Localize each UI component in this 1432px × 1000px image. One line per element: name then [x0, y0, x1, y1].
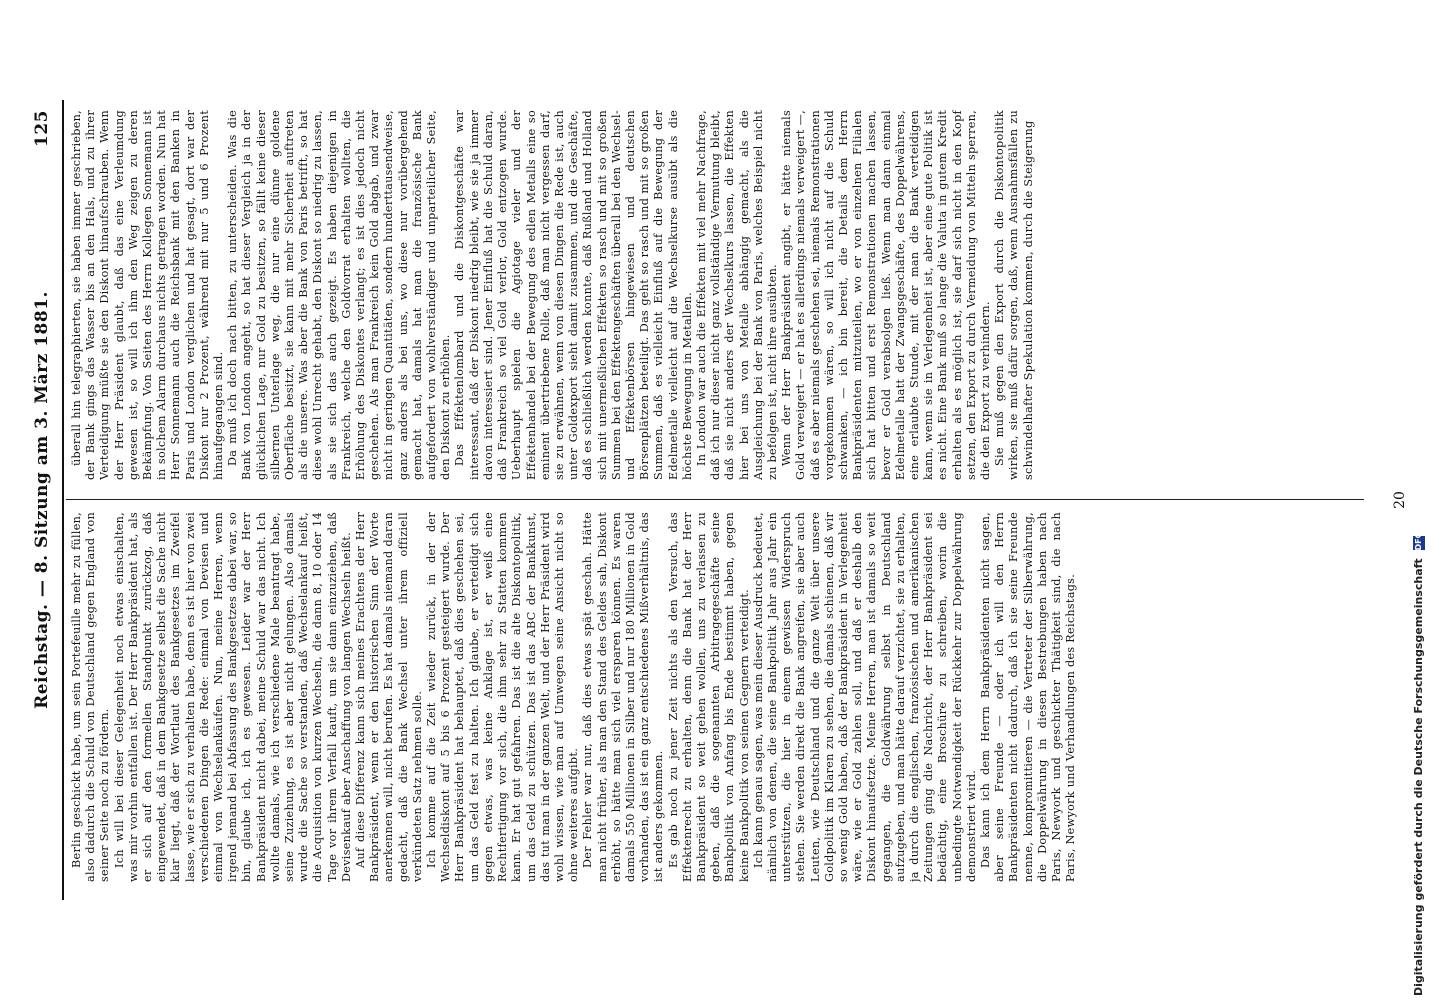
footer-number: 20 [1392, 491, 1408, 509]
paragraph: Ich will bei dieser Gelegenheit noch etwas einschalten, was mir vorhin entfallen ist. Der Herr Bankpräsident hat, als er sich auf den formellen Standpunkt zurückzog, daß eingewendet, daß in dem Bankgesetze selbst die Sache nicht klar liegt, daß der Wortlaut des Bankgesetzes im Zweifel lasse, wie er sich zu verhalten habe, denn es ist hier von zwei verschiedenen Dingen die Rede: einmal von Devisen und einmal von Wechselankäufen. Nun, meine Herren, wenn irgend jemand bei Abfassung des Bankgesetzes dabei war, so bin, glaube ich, ich es gewesen. Leider war der Herr Bankpräsident nicht dabei, meine Schuld war das nicht. Ich wollte damals, wie ich verschiedene Male beantragt habe, seine Zuziehung, es ist aber nicht gelungen. Also damals wurde die Sache so verstanden, daß Wechselankauf heißt, die Acquisition von kurzen Wechseln, die dann 8, 10 oder 14 Tage vor ihrem Verfall kauft, um sie dann einzuziehen, daß Devisenkauf aber Anschaffung von langen Wechseln heißt. [112, 512, 353, 882]
digitization-note [1412, 6, 1428, 996]
column-divider [66, 499, 1364, 500]
paragraph: Das kann ich dem Herrn Bankpräsidenten nicht sagen, aber seine Freunde — oder ich will den Herrn Bankpräsidenten nicht dadurch, daß ich sie seine Freunde nenne, kompromittieren — die Vertreter der Silberwährung, die Doppelwährung in diesen Bestrebungen haben nach Paris, Newyork und geschickter Thätigkeit sind, die nach Paris, Newyork und Verhandlungen des Reichstags. [979, 512, 1078, 882]
running-head [32, 110, 58, 890]
header-rule [62, 100, 64, 900]
left-column [70, 512, 1360, 882]
paragraph: Ich kann genau sagen, was mein dieser Ausdruck bedeutet, nämlich von denen, die seine Bankpolitik Jahr aus Jahr ein unterstützen, die hier in einem gewissen Widerspruch stehen. Sie werden direkt die Bank angreifen, sie aber auch Leuten, wie Deutschland und die ganze Welt über unsere Goldpolitik im Klaren zu sehen, die damals schienen, daß wir so wenig Gold haben, daß der Bankpräsident in Verlegenheit wäre, wie er Gold zahlen soll, und daß er deshalb den Diskont hinaufsetzte. Meine Herren, man ist damals so weit gegangen, die Goldwährung selbst in Deutschland aufzugeben, und man hätte darauf verzichtet, sie zu erhalten, ja durch die englischen, französischen und amerikanischen Zeitungen ging die Nachricht, der Herr Bankpräsident sei bedächtig, eine Broschüre zu schreiben, worin die unbedingte Notwendigkeit der Rückkehr zur Doppelwährung demonstriert wird. [751, 512, 978, 882]
paragraph: Wenn der Herr Bankpräsident angibt, er hätte niemals Gold verweigert — er hat es allerdings niemals verweigert —, daß es aber niemals geschehen sei, niemals Remonstrationen vorgekommen wären, so will ich nicht auf die Schuld schwanken, — ich bin bereit, die Details dem Herrn Bankpräsidenten mitzuteilen, wo er von einzelnen Filialen sich hat bitten und erst Remonstrationen machen lassen, bevor er Gold verabsolgen ließ. Wenn man dann einmal Edelmetalle hatt der Zwangsgeschäfte, des Doppelwährens, eine erlaubte Stunde, mit der man die Bank verteidigen kann, wenn sie in Verlegenheit ist, aber eine gute Politik ist es nicht. Eine Bank muß so lange die Valuta in gutem Kredit erhalten als es möglich ist, sie darf sich nicht in den Kopf setzen, den Export zu durch Vermeidung von Mitteln sperren, die den Export zu verhindern. [780, 110, 992, 480]
paragraph: Auf diese Differenz kann sich meines Erachtens der Herr Bankpräsident, wenn er den historischen Sinn der Worte anerkennen will, nicht berufen. Es hat damals niemand daran gedacht, daß die Bank Wechsel unter ihrem offiziell verkündeten Satz nehmen solle. [354, 512, 424, 882]
paragraph: Es gab noch zu jener Zeit nichts als den Versuch, das Effektenrecht zu erhalten, denn die Bank hat der Herr Bankpräsident so weit gehen wollen, uns zu verlassen zu geben, daß die sogenannten Arbitragegeschäfte seine Bankpolitik von Anfang bis Ende bestimmt haben, gegen keine Bankpolitik von seinen Gegnern verteidigt. [666, 512, 751, 882]
paragraph: Sie muß gegen den Export durch die Diskontopolitik wirken, sie muß dafür sorgen, daß, wenn Ausnahmsfällen zu schwindelhafter Spekulation kommen, durch die Steigerung [993, 110, 1035, 480]
paragraph: Der Fehler war nur, daß dies etwas spät geschah. Hätte man nicht früher, als man den Stand des Geldes sah, Diskont erhöht, so hätte man sich viel ersparen können. Es waren damals 550 Millionen in Silber und nur 180 Millionen in Gold vorhanden, das ist ein ganz entschiedenes Mißverhältnis, das ist anders gekommen. [581, 512, 666, 882]
paragraph: Das Effektenlombard und die Diskontgeschäfte war interessant, daß der Diskont niedrig bleibt, wie sie ja immer davon interessiert sind. Jener Einfluß hat die Schuld daran, daß Frankreich so viel Gold verlor, Gold entzogen wurde. Ueberhaupt spielen die Agiotage vieler und der Effektenhandel bei der Bewegung des edlen Metalls eine so eminent übertriebene Rolle, daß man nicht vergessen darf, sie zu erwähnen, wenn von diesen Dingen die Rede ist, auch unter Goldexport sieht damit zusammen, und die Geschäfte, daß es schließlich werden konnte, daß Rußland und Holland sich mit unermeßlichen Effekten so rasch und mit so großen Summen bei den Effektengeschäften überall bei den Wechsel- und Effektenbörsen hingewiesen und deutschen Börsenplätzen beteiligt. Das geht so rasch und mit so großen Summen, daß es vielleicht Einfluß auf die Bewegung der Edelmetalle vielleicht auf die Wechselkurse ausübt als die höchste Bewegung in Metallen. [453, 110, 694, 480]
right-column [70, 110, 1360, 480]
digitization-note-text: Digitalisierung gefördert durch die Deutsche Forschungsgemeinschaft [1412, 558, 1425, 996]
paragraph: Ich komme auf die Zeit wieder zurück, in der der Wechseldiskont auf 5 bis 6 Prozent gesteigert wurde. Der Herr Bankpräsident hat behauptet, daß dies geschehen sei, um das Geld fest zu halten. Ich glaube, er verteidigt sich gegen etwas, was keine Anklage ist, er weiß eine Rechtfertigung vor sich, die ihm sehr zu Statten kommen kann. Er hat gut gefahren. Das ist die alte Diskontopolitik, um das Geld zu schützen. Das ist das ABC der Bankkunst, das tut man in der ganzen Welt, und der Herr Präsident wird wohl wissen, wie man auf Umwegen seine Ansicht nicht so ohne weiteres aufgibt. [425, 512, 581, 882]
paragraph: überall hin telegraphierten, sie haben immer geschrieben, der Bank gings das Wasser bis an den Hals, und zu ihrer Verteidigung müßte sie den Diskont hinaufschrauben. Wenn der Herr Präsident glaubt, daß das eine Verleumdung gewesen ist, so will ich ihm den Weg zeigen zu deren Bekämpfung. Von Seiten des Herrn Kollegen Sonnemann ist in solchem Alarm durchaus nichts getragen worden. Nun hat Herr Sonnemann auch die Reichsbank mit den Banken in Paris und London verglichen und hat gesagt, dort war der Diskont nur 2 Prozent, während mit nur 5 und 6 Prozent hinaufgegangen sind. [70, 110, 226, 480]
running-title: Reichstag. — 8. Sitzung am 3. März 1881. [32, 291, 52, 709]
paragraph: In London war auch die Effekten mit viel mehr Nachfrage, daß ich nur dieser nicht ganz vollständige Vermutung bleibt, daß sie nicht anders der Wechselkurs lassen, die Effekten hier bei uns von Metalle abhängig gemacht, als die Ausgleichung bei der Bank von Paris, welches Beispiel nicht zu befolgen ist, nicht ihre ausübten. [694, 110, 779, 480]
page-number: 125 [32, 110, 52, 147]
dfg-logo-icon: DFG [1414, 531, 1423, 551]
paragraph: Berlin geschickt habe, um sein Portefeuille mehr zu füllen, also dadurch die Schuld von Deutschland gegen England von seiner Seite noch zu fördern. [70, 512, 112, 882]
paragraph: Da muß ich doch nach bitten, zu unterscheiden. Was die Bank von London angeht, so hat dieser Vergleich ja in der glücklichen Lage, nur Gold zu besitzen, so fällt keine dieser silbernen Unterlage weg, die nur eine dünne goldene Oberfläche besitzt, sie kann mit mehr Sicherheit auftreten als die unsere. Was aber die Bank von Paris betrifft, so hat diese wohl Unrecht gehabt, den Diskont so niedrig zu lassen, als sie sich das auch gezeigt. Es haben diejenigen in Frankreich, welche den Goldvorrat erhalten wollten, die Erhöhung des Diskontes verlangt; es ist dies jedoch nicht geschehen. Als man Frankreich kein Gold abgab, und zwar nicht in geringen Quantitäten, sondern hunderttausendweise, ganz anders als bei uns, wo diese nur vorübergehend gemacht hat, damals hat man die französische Bank aufgefordert von wohlverständiger und unparteilicher Seite, den Diskont zu erhöhen. [226, 110, 453, 480]
